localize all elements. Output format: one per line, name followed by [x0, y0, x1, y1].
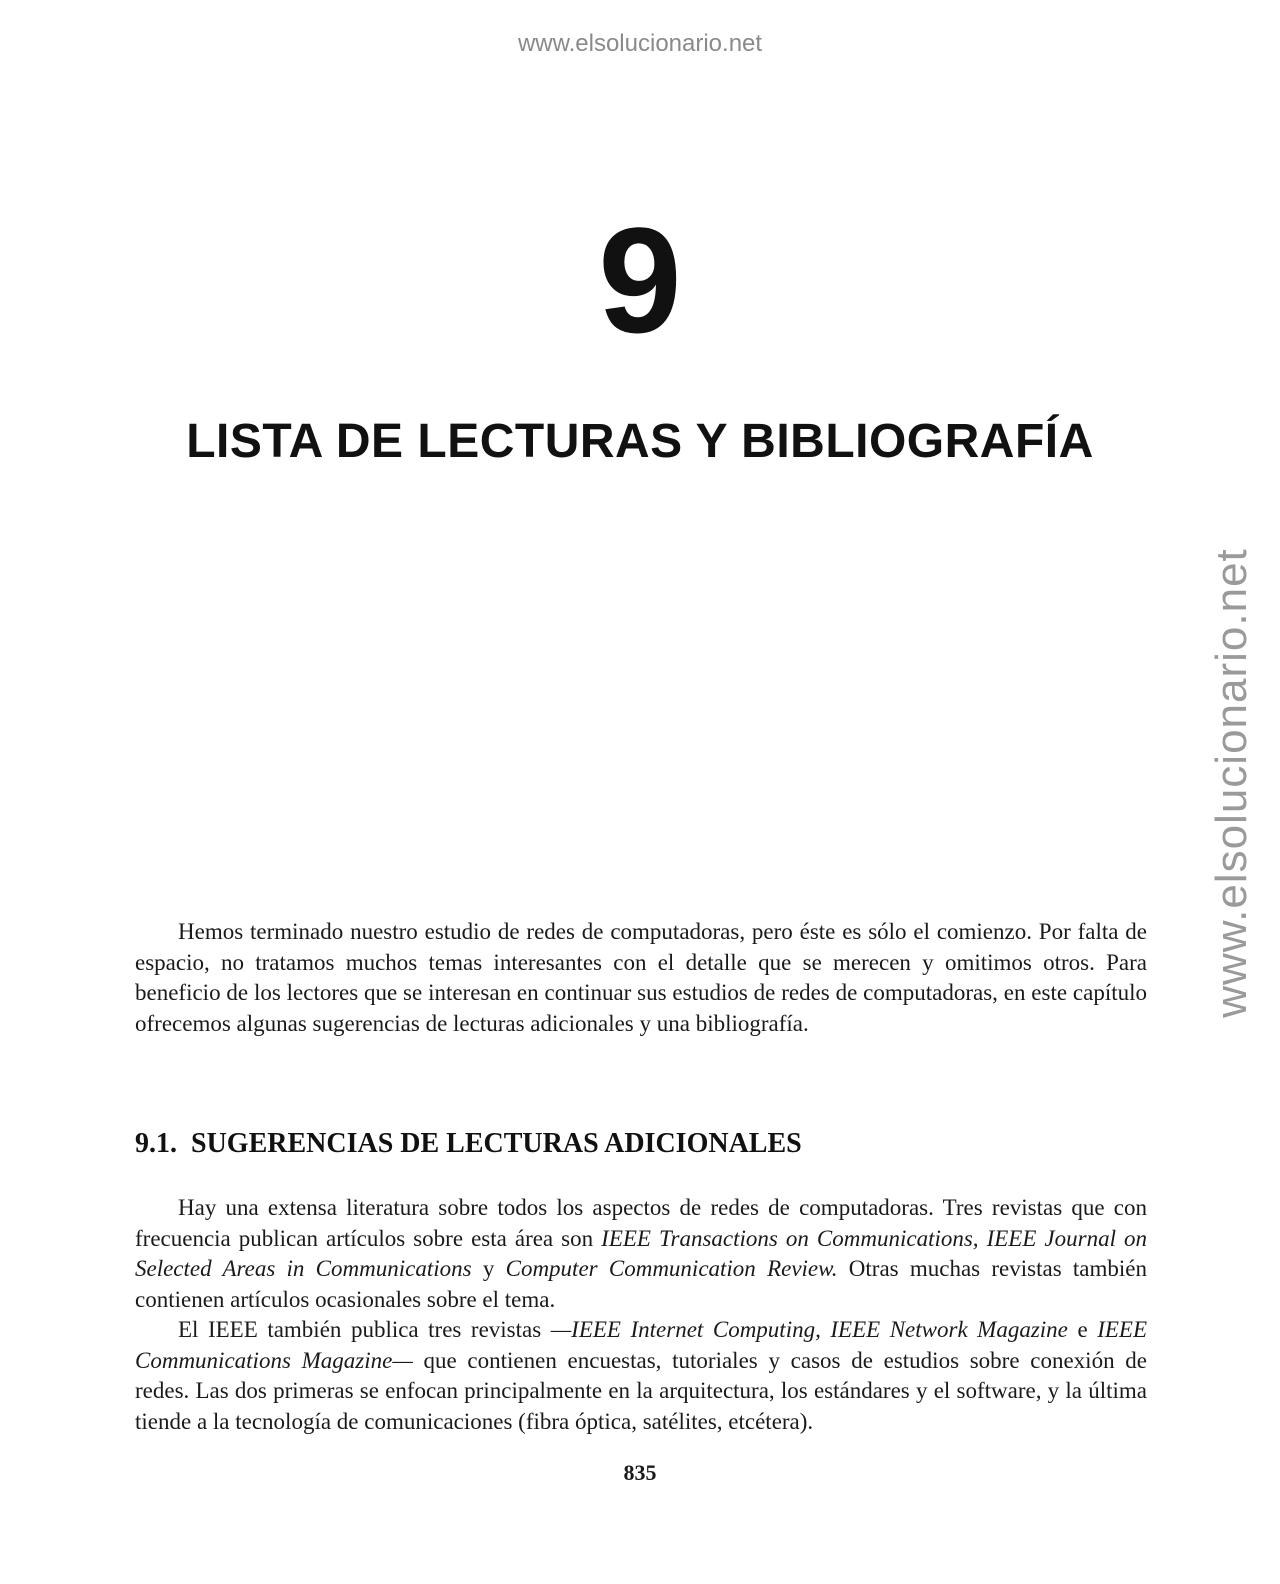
- journal-title: Computer Communication Review.: [505, 1256, 838, 1281]
- intro-text: [135, 917, 1147, 1039]
- section-title: SUGERENCIAS DE LECTURAS ADICIONALES: [191, 1128, 802, 1159]
- journal-titles: IEEE Transactions on Communications, IEEE Journal on Selected Areas in Communications: [135, 1225, 1147, 1281]
- intro-paragraph: Hemos terminado nuestro estudio de redes de computadoras, pero éste es sólo el comienzo. Por falta de espacio, no tratamos muchos temas interesantes con el detalle que se merecen y omitimos otros. Para beneficio de los lectores que se interesan en continuar sus estudios de redes de computadoras, en este capítulo ofrecemos algunas sugerencias de lecturas adicionales y una bibliografía.: [135, 919, 1147, 1036]
- text-run: Hay una extensa literatura sobre todos los aspectos de redes de computadoras. Tres revistas que con frecuencia publican artículos sobre esta área son: [135, 1195, 1147, 1251]
- watermark-top: www.elsolucionario.net: [517, 30, 763, 57]
- text-run: y: [471, 1256, 506, 1281]
- magazine-titles: —IEEE Internet Computing, IEEE Network Magazine: [550, 1317, 1068, 1342]
- section-paragraph-2: [135, 1315, 1147, 1437]
- text-run: que contienen encuestas, tutoriales y casos de estudios sobre conexión de redes. Las dos primeras se enfocan principalmente en la arquitectura, los estándares y el software, y la última tiende a la tecnología de comunicaciones (fibra óptica, satélites, etcétera).: [135, 1347, 1148, 1434]
- section-heading: [135, 1128, 802, 1160]
- text-run: Otras muchas revistas también contienen artículos ocasionales sobre el tema.: [135, 1256, 1148, 1312]
- magazine-title: IEEE Communications Magazine—: [135, 1317, 1147, 1373]
- text-run: El IEEE también publica tres revistas: [178, 1317, 551, 1342]
- section-paragraph-1: [135, 1193, 1147, 1315]
- text-run: e: [1067, 1317, 1098, 1342]
- chapter-title: LISTA DE LECTURAS Y BIBLIOGRAFÍA: [186, 415, 1094, 468]
- page-number: 835: [623, 1460, 657, 1485]
- chapter-number: 9: [598, 196, 682, 364]
- section-number: 9.1.: [135, 1128, 177, 1159]
- section-body: [135, 1193, 1147, 1437]
- watermark-side: www.elsolucionario.net: [1207, 548, 1256, 1018]
